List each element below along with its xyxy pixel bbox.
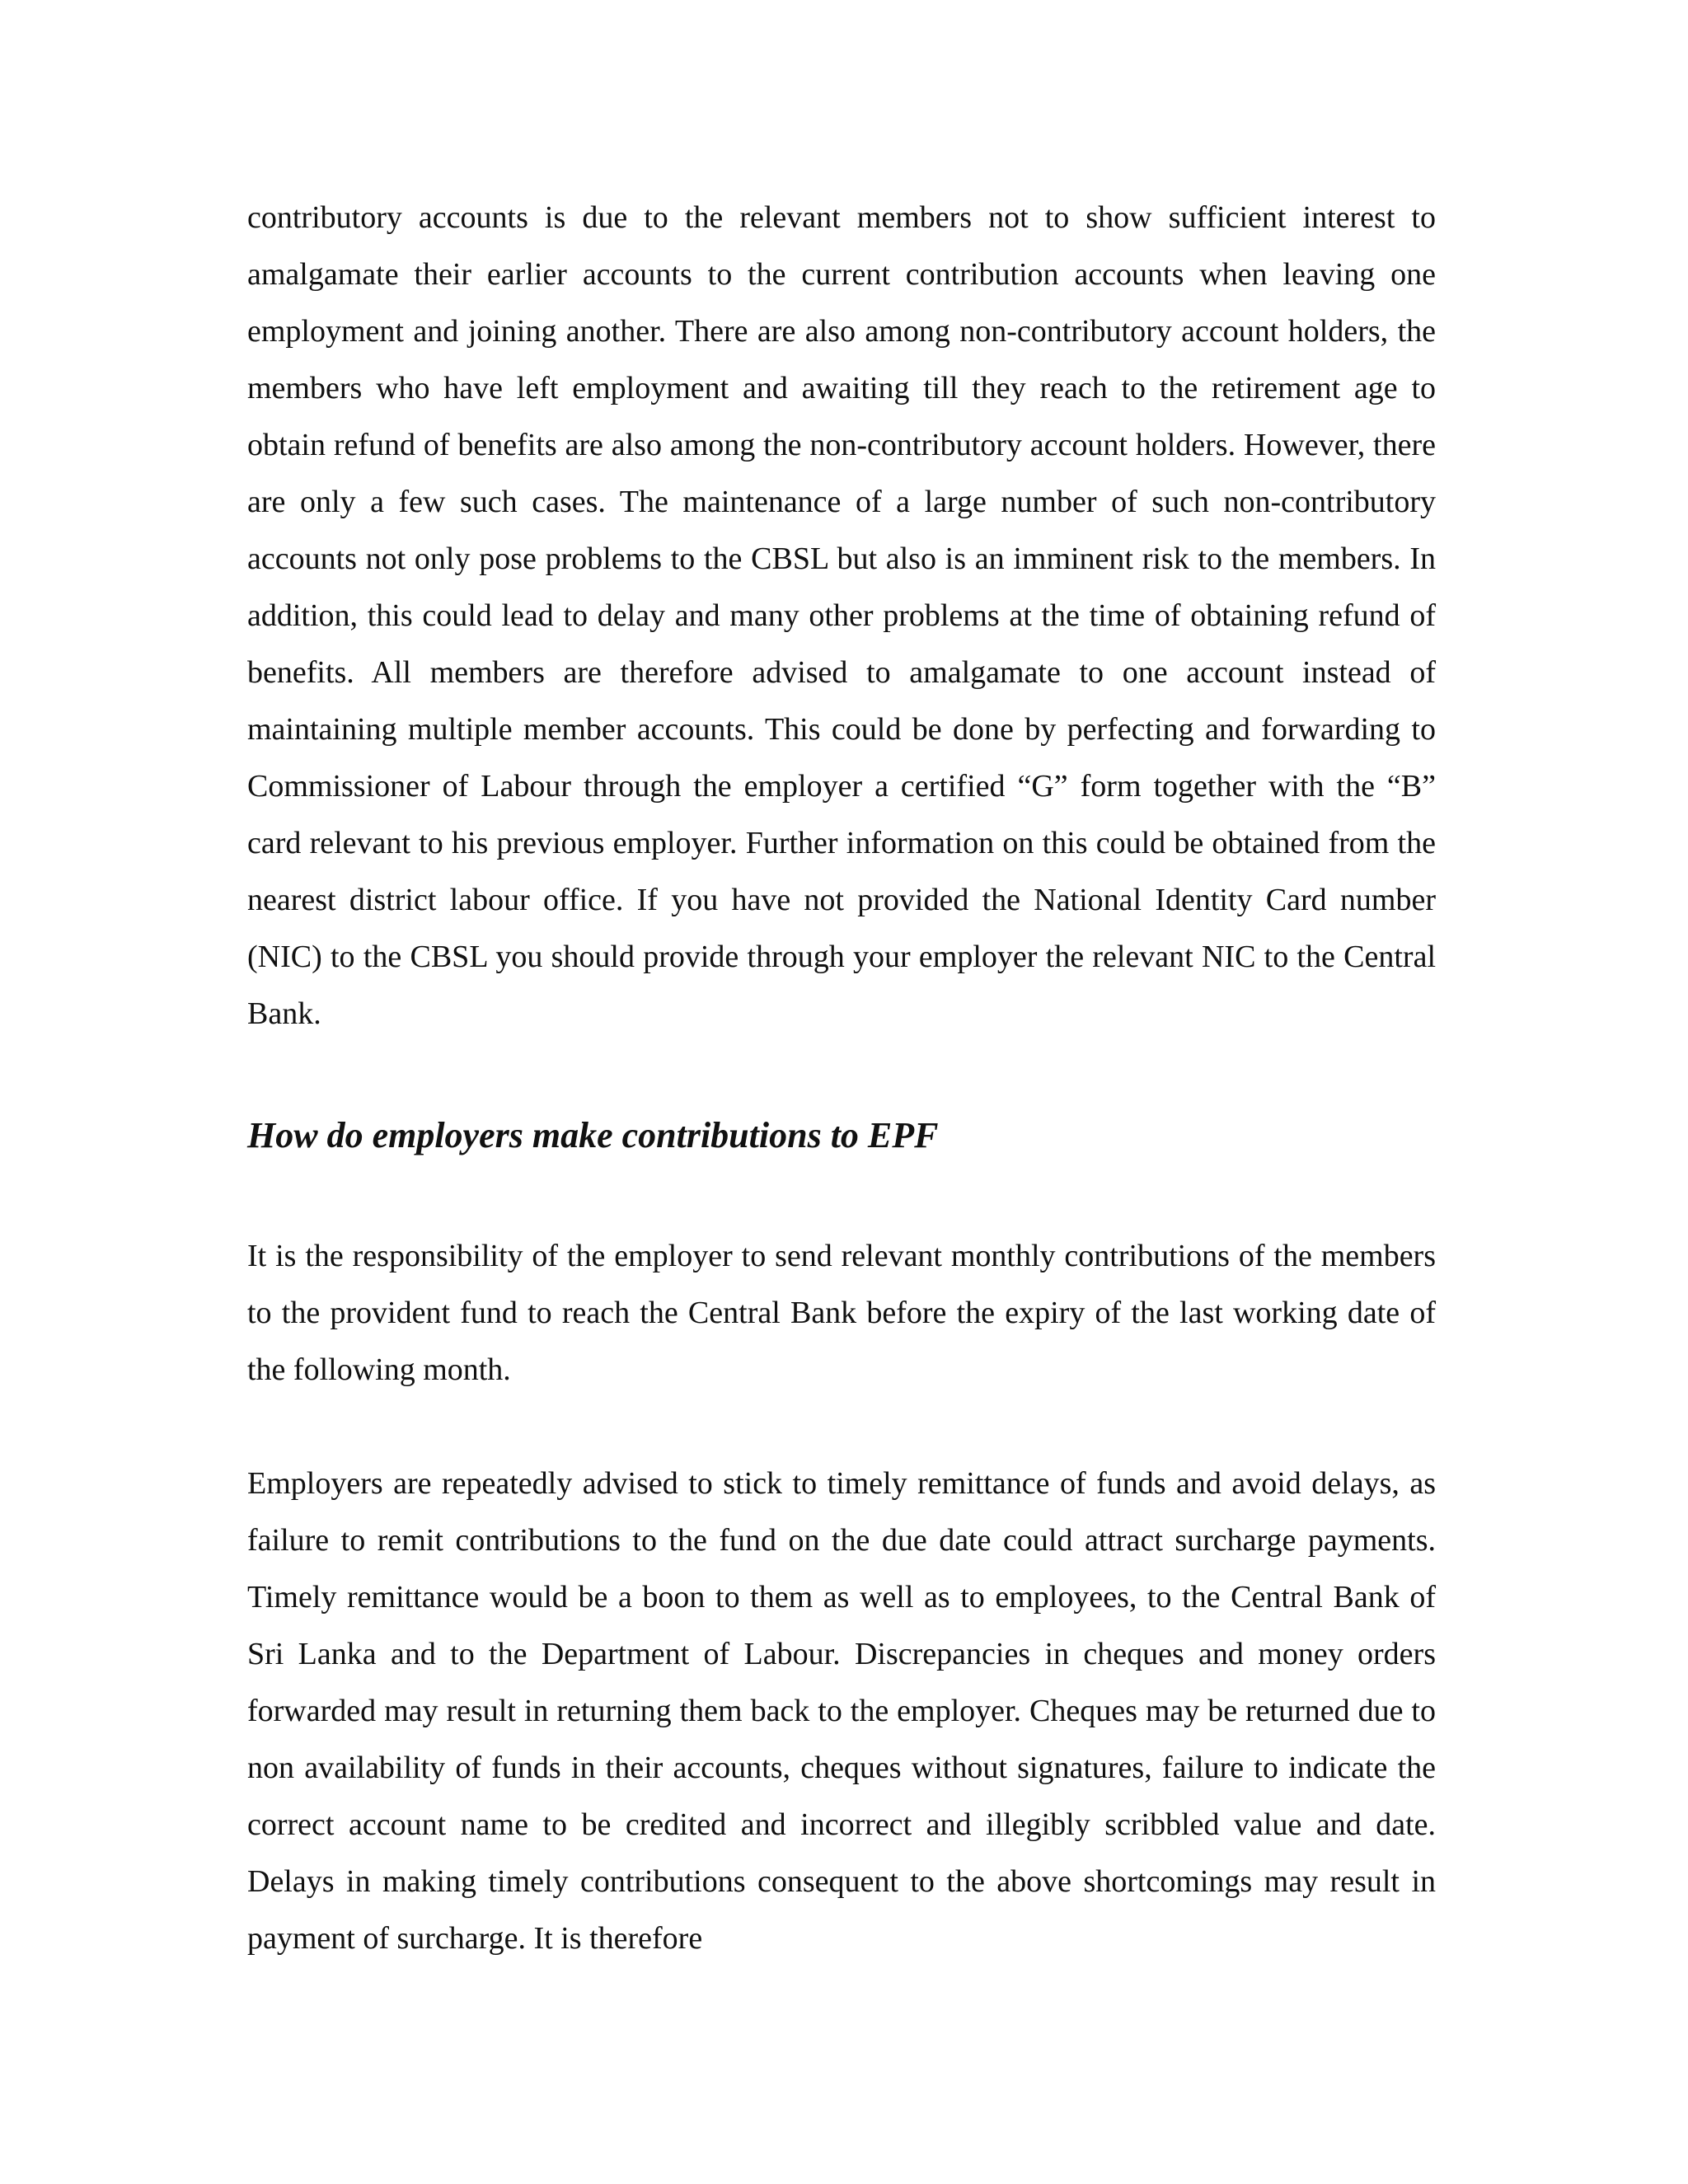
section-heading: How do employers make contributions to EPF [247, 1115, 939, 1155]
paragraph-timely-remittance: Employers are repeatedly advised to stick to timely remittance of funds and avoid delays, as failure to remit contributions to the fund on the due date could attract surcharge payments. Timely remittance would be a boon to them as well as to employees, to the Central Bank of Sri Lanka and to the Department of Labour. Discrepancies in cheques and money orders forwarded may result in returning them back to the employer. Cheques may be returned due to non availability of funds in their accounts, cheques without signatures, failure to indicate the correct account name to be credited and incorrect and illegibly scribbled value and date. Delays in making timely contributions consequent to the above shortcomings may result in payment of surcharge. It is therefore [247, 1466, 1436, 1956]
paragraph-non-contributory-accounts: contributory accounts is due to the relevant members not to show sufficient interest to amalgamate their earlier accounts to the current contribution accounts when leaving one employment and joining another. There are also among non-contributory account holders, the members who have left employment and awaiting till they reach to the retirement age to obtain refund of benefits are also among the non-contributory account holders. However, there are only a few such cases. The maintenance of a large number of such non-contributory accounts not only pose problems to the CBSL but also is an imminent risk to the members. In addition, this could lead to delay and many other problems at the time of obtaining refund of benefits. All members are therefore advised to amalgamate to one account instead of maintaining multiple member accounts. This could be done by perfecting and forwarding to Commissioner of Labour through the employer a certified “G” form together with the “B” card relevant to his previous employer. Further information on this could be obtained from the nearest district labour office. If you have not provided the National Identity Card number (NIC) to the CBSL you should provide through your employer the relevant NIC to the Central Bank. [247, 200, 1436, 1031]
document-body [247, 190, 1436, 1967]
paragraph-employer-responsibility: It is the responsibility of the employer to send relevant monthly contributions of the members to the provident fund to reach the Central Bank before the expiry of the last working date of the following month. [247, 1239, 1436, 1387]
